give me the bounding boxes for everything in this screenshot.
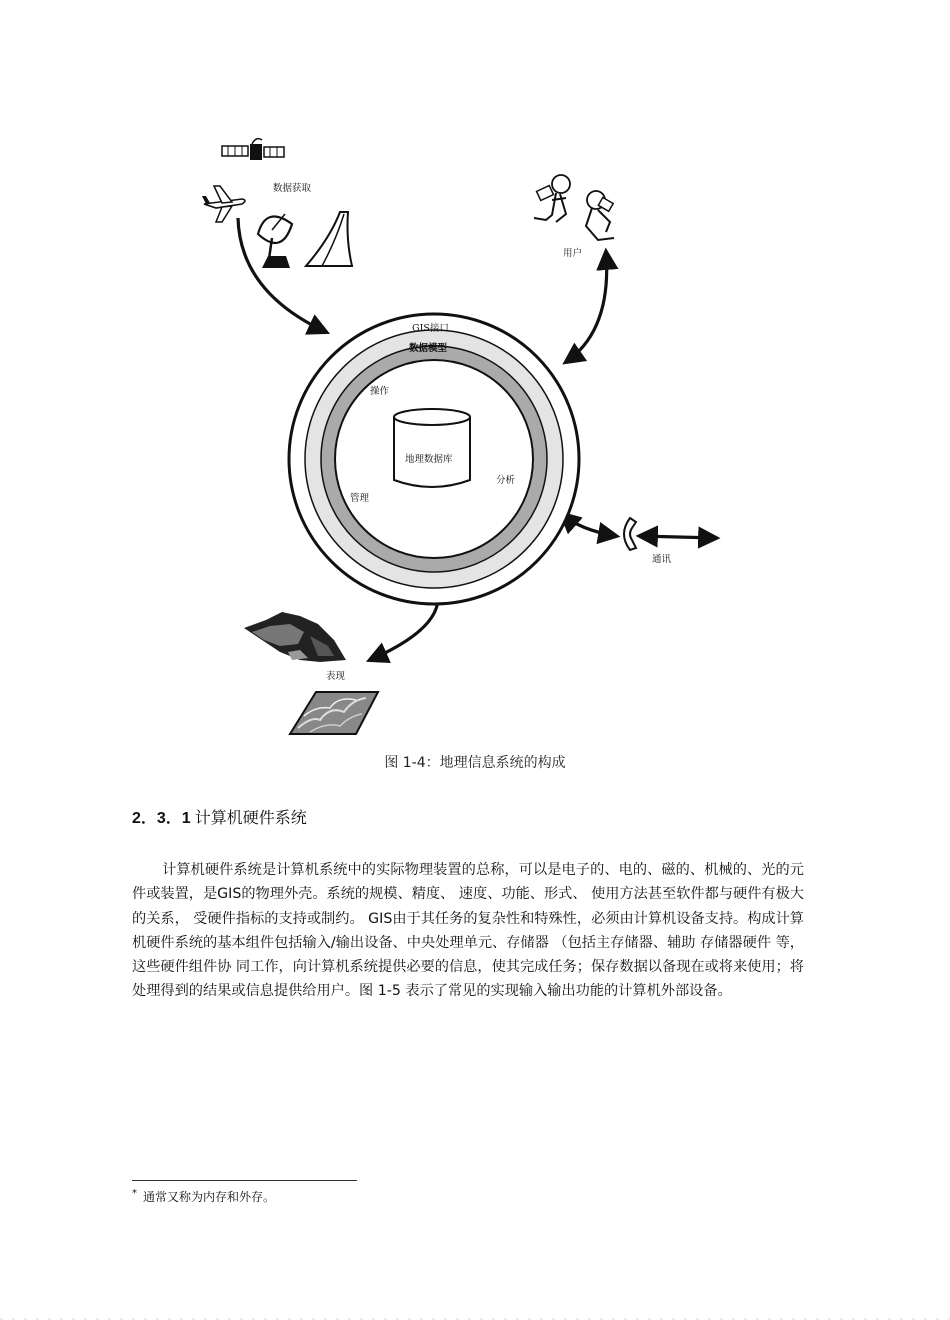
label-geo-database: 地理数据库 [405, 454, 453, 465]
label-data-acquisition: 数据获取 [273, 183, 312, 194]
body-paragraph-text: 计算机硬件系统是计算机系统中的实际物理装置的总称，可以是电子的、电的、磁的、机械的、光的元件或装置，是GIS的物理外壳。系统的规模、精度、 速度、功能、形式、 使用方法甚至软件都与硬件有极大的关系， 受硬件指标的支持或制约。 GIS由于其任务的复杂性和特殊性，必须由计算机设备支持。构成计算机硬件系统的基本组件包括输入/输出设备、中央处理单元、存储器 （包括主存储器、辅助 存储器硬件 等，这些硬件组件协 同工作，向计算机系统提供必要的信息，使其完成任务；保存数据以备现在或将来使用；将处理得到的结果或信息提供给用户。图 1-5 表示了常见的实现输入输出功能的计算机外部设备。 [132, 862, 804, 1000]
label-communication: 通讯 [652, 554, 672, 565]
body-paragraph [132, 858, 804, 1004]
label-data-model: 数据模型 [409, 343, 448, 354]
airplane-icon [202, 186, 245, 222]
label-operation: 操作 [370, 386, 390, 397]
satellite-dish-icon [258, 214, 292, 268]
map-road-icon [306, 212, 352, 266]
scan-edge [0, 1316, 950, 1320]
label-analysis: 分析 [496, 475, 516, 486]
communication-arrow-right [640, 536, 716, 538]
satellite-icon [222, 139, 284, 160]
footnote-mark: * [132, 1188, 137, 1199]
telephone-icon [624, 518, 636, 550]
footnote-text: 通常又称为内存和外存。 [143, 1190, 276, 1204]
footnote-rule [132, 1180, 357, 1181]
label-users: 用户 [563, 248, 583, 259]
footnote [132, 1188, 275, 1205]
label-gis-interface: GIS接口 [412, 323, 449, 334]
figure-caption: 图 1-4：地理信息系统的构成 [384, 755, 566, 771]
users-icon [534, 175, 614, 240]
label-management: 管理 [350, 493, 370, 504]
users-arrow [566, 252, 607, 362]
section-number: 2．3．1 [132, 810, 191, 827]
presentation-arrow [370, 598, 438, 660]
communication-arrow-left [562, 514, 616, 536]
section-title: 计算机硬件系统 [194, 808, 307, 827]
database-cylinder-icon [394, 409, 470, 487]
section-heading [132, 805, 307, 828]
terrain-icon [244, 612, 346, 662]
label-presentation: 表现 [326, 671, 346, 682]
map-sheet-icon [290, 692, 378, 734]
